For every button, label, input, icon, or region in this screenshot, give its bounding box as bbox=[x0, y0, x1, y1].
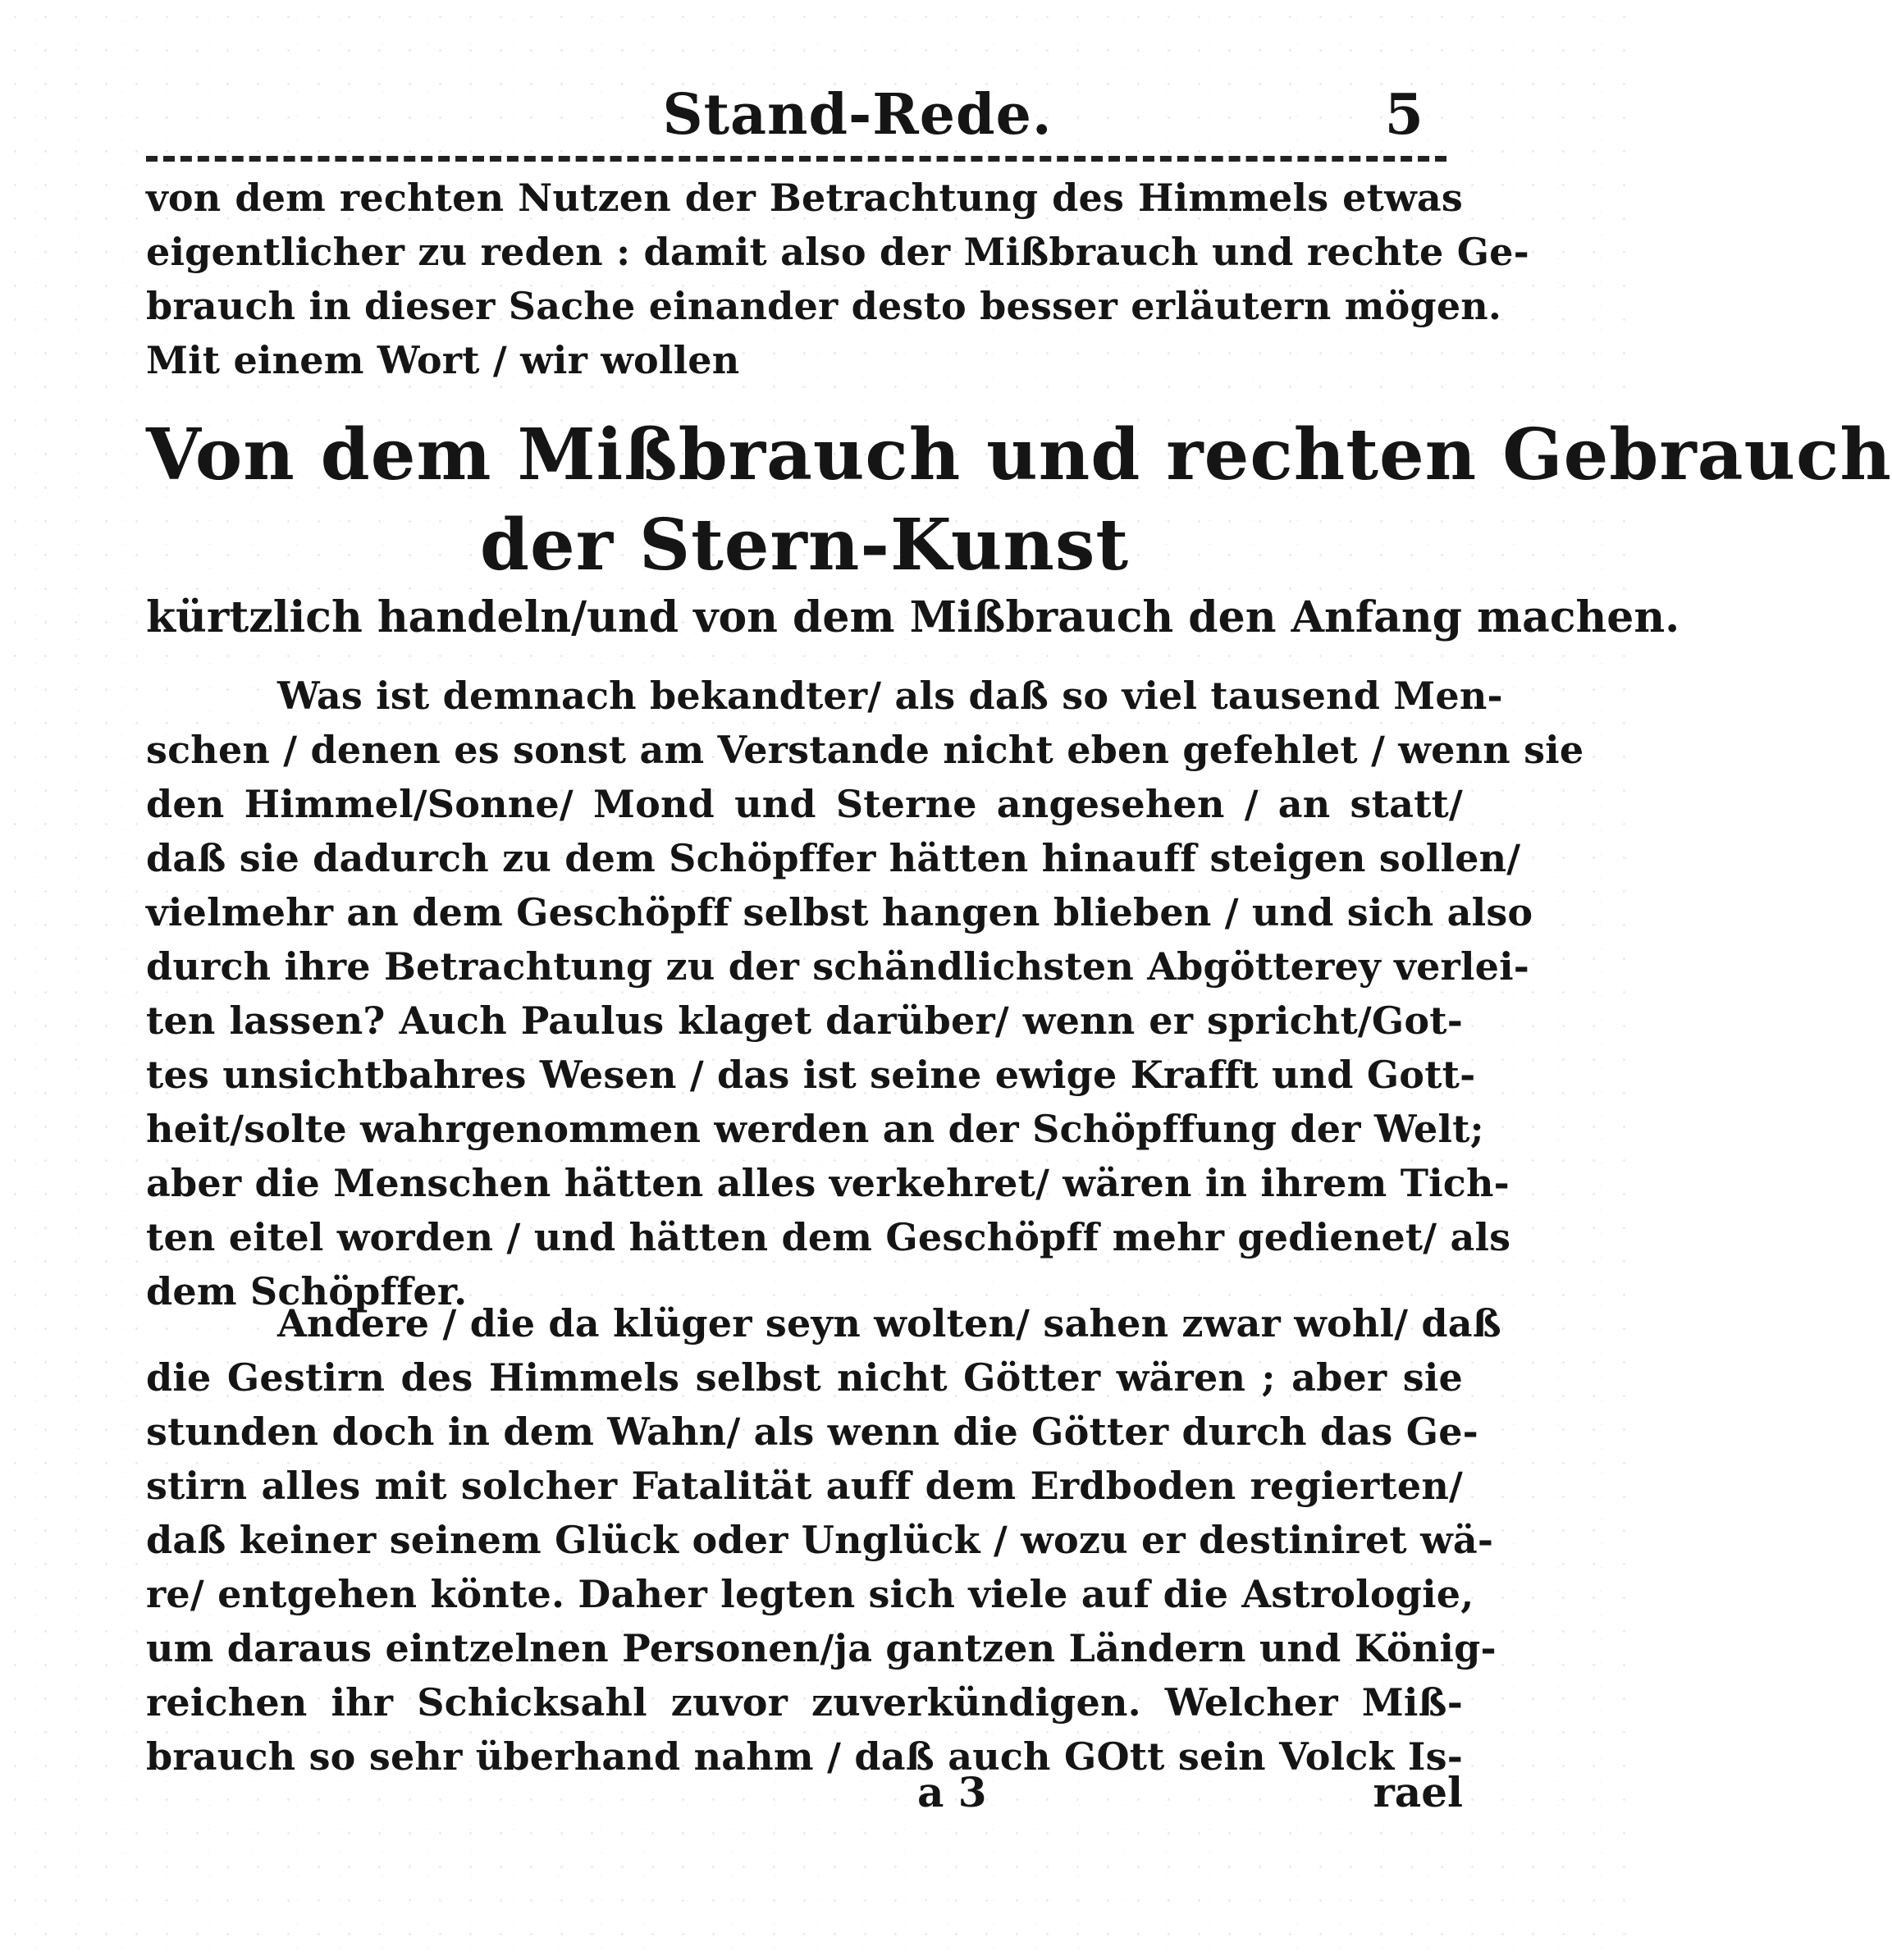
text-line: brauch so sehr überhand nahm / daß auch GOtt sein Volck Is- bbox=[146, 1734, 1463, 1779]
text-line: heit/solte wahrgenommen werden an der Schöpffung der Welt; bbox=[146, 1107, 1484, 1151]
text-line: Andere / die da klüger seyn wolten/ sahen zwar wohl/ daß bbox=[277, 1301, 1501, 1346]
text-line: aber die Menschen hätten alles verkehret/ wären in ihrem Tich- bbox=[146, 1161, 1510, 1205]
page-number: 5 bbox=[1384, 82, 1424, 148]
text-line: dem Schöpffer. bbox=[146, 1269, 468, 1314]
text-line: brauch in dieser Sache einander desto besser erläutern mögen. bbox=[146, 284, 1502, 328]
text-line: eigentlicher zu reden : damit also der Mißbrauch und rechte Ge- bbox=[146, 230, 1529, 274]
header-rule bbox=[146, 156, 1446, 162]
signature-mark: a 3 bbox=[917, 1768, 987, 1816]
text-line: Was ist demnach bekandter/ als daß so viel tausend Men- bbox=[277, 674, 1503, 718]
text-line: durch ihre Betrachtung zu der schändlichsten Abgötterey verlei- bbox=[146, 944, 1530, 989]
text-line: daß sie dadurch zu dem Schöpffer hätten hinauff steigen sollen/ bbox=[146, 836, 1521, 880]
text-line: die Gestirn des Himmels selbst nicht Götter wären ; aber sie bbox=[146, 1355, 1463, 1400]
catchword: rael bbox=[1373, 1768, 1463, 1816]
section-heading bbox=[146, 410, 1892, 591]
heading-line: der Stern-Kunst bbox=[479, 504, 1130, 587]
text-line: von dem rechten Nutzen der Betrachtung des Himmels etwas bbox=[146, 176, 1463, 220]
paragraph-1 bbox=[146, 669, 1584, 1318]
text-line: ten eitel worden / und hätten dem Geschöpff mehr gedienet/ als bbox=[146, 1215, 1511, 1259]
text-line: re/ entgehen könte. Daher legten sich viele auf die Astrologie, bbox=[146, 1572, 1474, 1616]
text-line: Mit einem Wort / wir wollen bbox=[146, 338, 740, 382]
page-footer bbox=[146, 1764, 1463, 1821]
page-header bbox=[144, 74, 1456, 156]
text-line: tes unsichtbahres Wesen / das ist seine ewige Krafft und Gott- bbox=[146, 1053, 1476, 1097]
heading-continuation: kürtzlich handeln/und von dem Mißbrauch den Anfang machen. bbox=[146, 592, 1680, 642]
text-line: schen / denen es sonst am Verstande nicht eben gefehlet / wenn sie bbox=[146, 728, 1584, 772]
heading-line: Von dem Mißbrauch und rechten Gebrauch bbox=[146, 413, 1892, 496]
text-line: vielmehr an dem Geschöpff selbst hangen blieben / und sich also bbox=[146, 890, 1533, 934]
text-line: ten lassen? Auch Paulus klaget darüber/ wenn er spricht/Got- bbox=[146, 998, 1463, 1043]
paragraph-2 bbox=[146, 1296, 1501, 1784]
text-line: stirn alles mit solcher Fatalität auff dem Erdboden regierten/ bbox=[146, 1464, 1463, 1508]
text-line: daß keiner seinem Glück oder Unglück / wozu er destiniret wä- bbox=[146, 1518, 1494, 1562]
running-head: Stand-Rede. bbox=[662, 82, 1053, 148]
text-line: um daraus eintzelnen Personen/ja gantzen Ländern und König- bbox=[146, 1626, 1497, 1670]
text-line: reichen ihr Schicksahl zuvor zuverkündigen. Welcher Miß- bbox=[146, 1680, 1463, 1725]
text-line: den Himmel/Sonne/ Mond und Sterne angesehen / an statt/ bbox=[146, 782, 1463, 826]
text-line: stunden doch in dem Wahn/ als wenn die Götter durch das Ge- bbox=[146, 1409, 1478, 1454]
intro-text bbox=[146, 171, 1529, 387]
